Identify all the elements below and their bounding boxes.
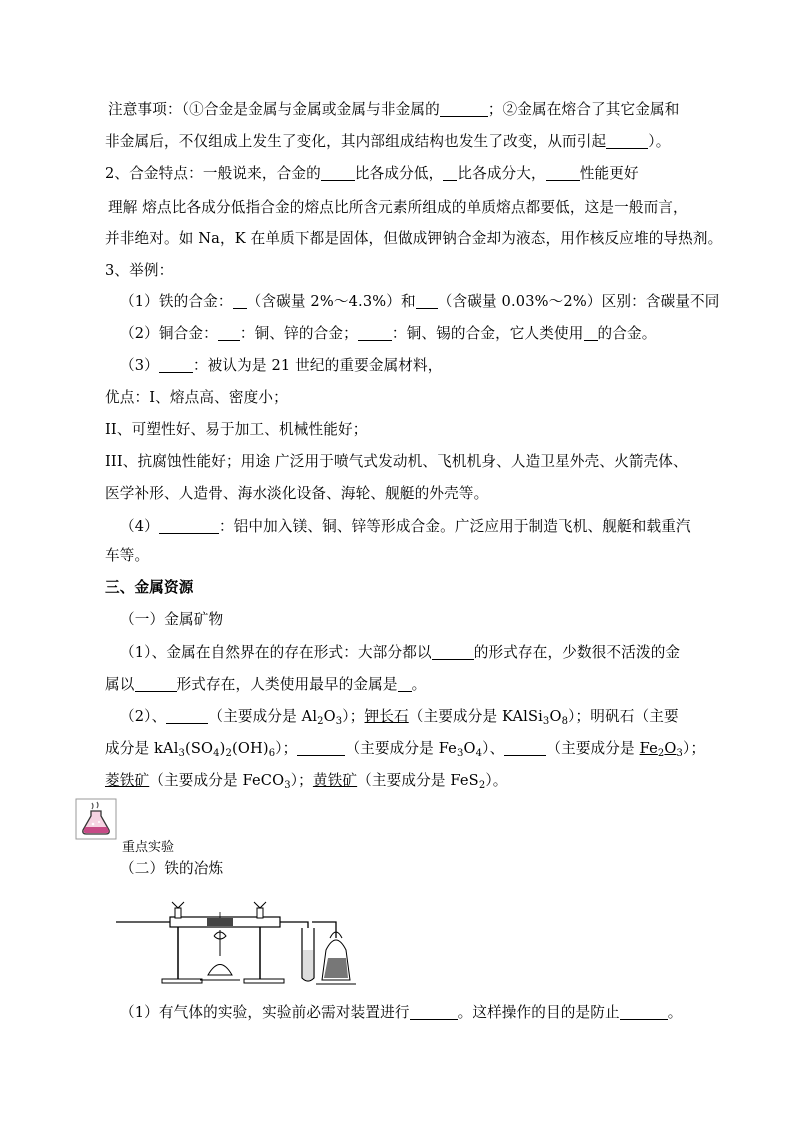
advantage-2: II、可塑性好、易于加工、机械性能好； (105, 421, 368, 438)
blank (606, 132, 648, 149)
understanding-line-2: 并非绝对。如 Na，K 在单质下都是固体，但做成钾钠合金却为液态，用作核反应堆的导热剂。 (105, 230, 723, 247)
key-experiment-label: 重点实验 (122, 840, 175, 855)
understanding-line-1: 理解 熔点比各成分低指合金的熔点比所含元素所组成的单质熔点都要低，这是一般而言， (108, 199, 688, 216)
note-line-2: 非金属后，不仅组成上发生了变化，其内部组成结构也发生了改变，从而引起 ）。 (105, 133, 671, 150)
blank (233, 292, 247, 309)
blank (297, 739, 345, 756)
copper-alloy-line: （2）铜合金： ：铜、锌的合金； ：铜、锡的合金，它人类使用 的合金。 (120, 325, 657, 342)
aluminum-alloy-cont: 车等。 (105, 547, 150, 564)
blank (159, 356, 193, 373)
blank (432, 643, 474, 660)
blank (504, 739, 546, 756)
blank (321, 164, 355, 181)
iron-alloy-line: （1）铁的合金： （含碳量 2%～4.3%）和 （含碳量 0.03%～2%）区别：含碳量不同 (120, 293, 720, 310)
minerals-line-2: 成分是 $kAl_3(SO_4)_2(OH)_6$）； （主要成分是 $Fe_3O_4$）、 （主要成分是 $Fe_2O_3$）； (105, 740, 706, 759)
blank (218, 324, 240, 341)
existence-line-1: （1）、金属在自然界在的存在形式：大部分都以 的形式存在，少数很不活泼的金 (120, 644, 681, 661)
blank (546, 164, 580, 181)
blank (135, 675, 177, 692)
section-heading-metal-resources: 三、金属资源 (105, 579, 194, 596)
subheading-iron-smelting: （二）铁的冶炼 (120, 860, 224, 877)
aluminum-alloy-line: （4） ：铝中加入镁、铜、锌等形成合金。广泛应用于制造飞机、舰艇和载重汽 (120, 518, 691, 535)
blank (620, 1003, 668, 1020)
advantage-1: 优点：I、熔点高、密度小； (105, 389, 288, 406)
examples-heading: 3、举例： (105, 262, 174, 279)
minerals-line-1: （2）、 （主要成分是 $Al_2O_3$）；钾长石（主要成分是 $KAlSi_3O_8$）；明矾石（主要 (120, 708, 679, 727)
advantage-3-cont: 医学补形、人造骨、海水淡化设备、海轮、舰艇的外壳等。 (105, 485, 489, 502)
note-line-1: 注意事项：（①合金是金属与金属或金属与非金属的 ；②金属在熔合了其它金属和 (108, 101, 680, 118)
blank (440, 100, 488, 117)
blank (410, 1003, 458, 1020)
minerals-line-3: 菱铁矿（主要成分是 FeCO$_3$）；黄铁矿（主要成分是 FeS$_2$）。 (105, 772, 508, 791)
blank (443, 164, 457, 181)
existence-line-2: 属以 形式存在，人类使用最早的金属是 。 (105, 676, 427, 693)
blank (159, 517, 219, 534)
question-line: （1）有气体的实验，实验前必需对装置进行 。这样操作的目的是防止 。 (120, 1004, 683, 1021)
flask-icon (74, 797, 118, 841)
blank (584, 324, 598, 341)
blank (398, 675, 412, 692)
blank (358, 324, 392, 341)
titanium-line: （3） ：被认为是 21 世纪的重要金属材料， (120, 357, 443, 374)
iron-smelting-apparatus (112, 880, 374, 990)
advantage-3: III、抗腐蚀性能好；用途 广泛用于喷气式发动机、飞机机身、人造卫星外壳、火箭壳体、 (105, 453, 688, 470)
subheading-minerals: （一）金属矿物 (120, 611, 224, 628)
blank (416, 292, 438, 309)
alloy-features: 2、合金特点：一般说来，合金的 比各成分低， 比各成分大， 性能更好 (105, 165, 639, 182)
blank (166, 707, 208, 724)
